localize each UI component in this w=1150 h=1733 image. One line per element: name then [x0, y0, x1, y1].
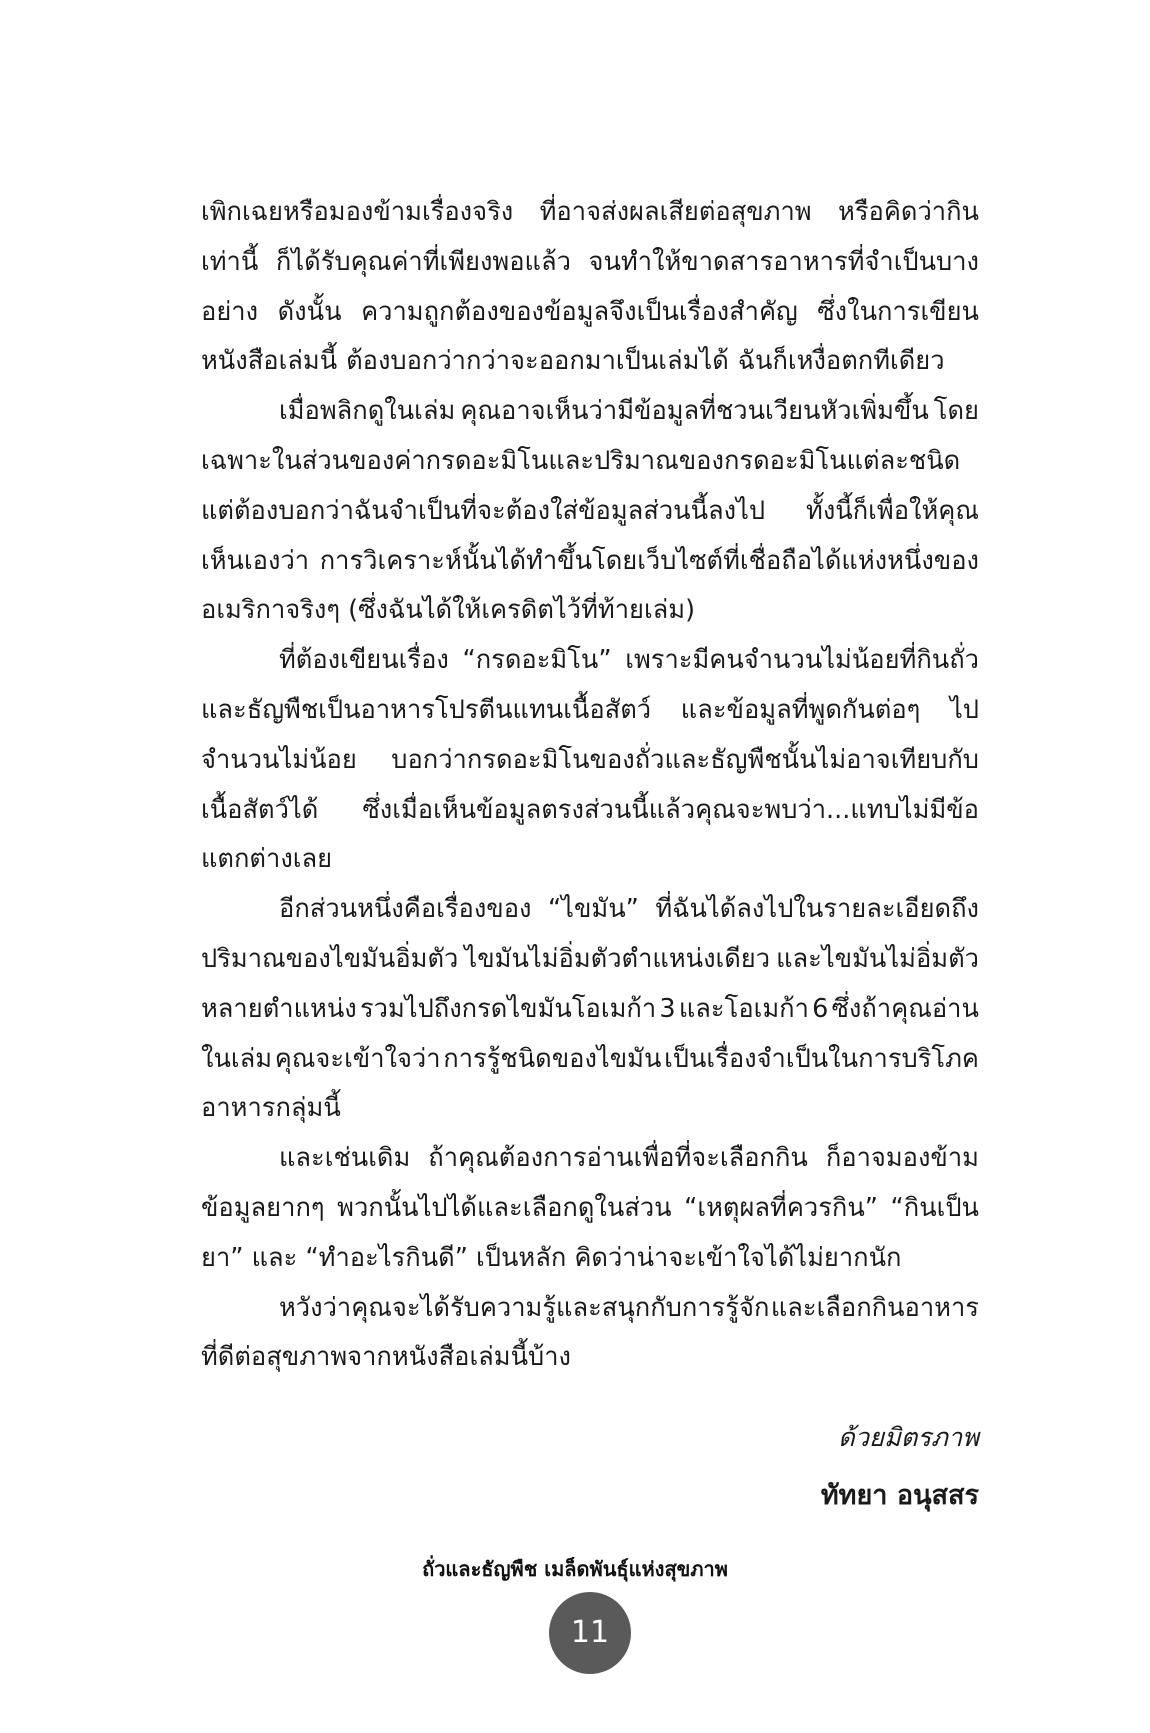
text-word: 3 [659, 993, 676, 1024]
text-line [201, 736, 979, 786]
text-line [201, 288, 979, 338]
text-word: “เหตุผลที่ควรกิน” [684, 1192, 878, 1223]
text-line [201, 636, 979, 686]
text-word: จนทำให้ขาดสารอาหารที่จำเป็นบาง [588, 246, 979, 277]
text-word: บอกว่ากรดอะมิโนของถั่วและธัญพืชนั้นไม่อาจเทียบกับ [391, 744, 979, 775]
text-word: ที่อาจส่งผลเสียต่อสุขภาพ [539, 197, 812, 227]
text-word: ยา” และ “ทำอะไรกินดี” เป็นหลัก คิดว่าน่าจะเข้าใจได้ไม่ยากนัก [201, 1242, 902, 1273]
text-word: และข้อมูลที่พูดกันต่อๆ [680, 694, 921, 725]
text-word: ทั้งนี้ก็เพื่อให้คุณ [806, 495, 979, 526]
text-line [201, 537, 979, 587]
text-line [201, 985, 979, 1035]
text-line [201, 786, 979, 836]
text-line [201, 337, 979, 387]
text-word: จำนวนไม่น้อย [201, 744, 357, 775]
text-line [201, 238, 979, 288]
text-word: อเมริกาจริงๆ (ซึ่งฉันได้ให้เครดิตไว้ที่ท้ายเล่ม) [201, 595, 696, 626]
text-word: และไขมันไม่อิ่มตัว [776, 943, 979, 974]
text-word: เพิกเฉยหรือมองข้ามเรื่องจริง [201, 197, 514, 227]
text-word: ถ้าคุณต้องการอ่านเพื่อที่จะเลือกกิน [428, 1143, 808, 1174]
text-word: ไขมันไม่อิ่มตัวตำแหน่งเดียว [464, 943, 771, 974]
closing-greeting: ด้วยมิตรภาพ [838, 1423, 979, 1453]
text-word: คุณอาจเห็นว่ามีข้อมูลที่ชวนเวียนหัวเพิ่มขึ้น [460, 396, 929, 427]
text-word: คุณจะเข้าใจว่า [274, 1043, 441, 1074]
text-word: ไป [949, 694, 979, 725]
text-word: การรู้ชนิดของไขมัน [443, 1043, 662, 1074]
text-word: ต้องบอกว่ากว่าจะออกมาเป็นเล่มได้ [346, 346, 729, 377]
text-word: ปริมาณของไขมันอิ่มตัว [201, 943, 459, 974]
text-word: ฉันก็เหงื่อตกทีเดียว [737, 346, 945, 377]
text-word: หรือคิดว่ากิน [838, 197, 979, 227]
text-word: “กินเป็น [890, 1192, 979, 1223]
text-word: และเลือกกินอาหาร [770, 1292, 979, 1323]
text-word: ในเล่ม [201, 1043, 273, 1074]
text-line [201, 1084, 979, 1134]
text-word: ความถูกต้องของข้อมูลจึงเป็นเรื่องสำคัญ [361, 296, 798, 327]
text-word: “กรดอะมิโน” [462, 645, 612, 676]
text-line [201, 1134, 979, 1184]
text-word: เป็นเรื่องจำเป็นในการบริโภค [664, 1043, 979, 1074]
text-line [201, 437, 979, 487]
text-line [201, 487, 979, 537]
text-line [201, 1035, 979, 1085]
text-word: เมื่อพลิกดูในเล่ม [279, 396, 456, 427]
paragraph [201, 636, 979, 885]
text-word: หนังสือเล่มนี้ [201, 346, 338, 377]
text-line [201, 686, 979, 736]
text-line [201, 586, 979, 636]
text-word: แตกต่างเลย [201, 844, 333, 875]
text-word: หลายตำแหน่ง [201, 993, 357, 1024]
text-word: “ไขมัน” [547, 894, 639, 925]
body-text [201, 188, 979, 1383]
paragraph [201, 188, 979, 387]
text-line [201, 387, 979, 437]
text-word: และเช่นเดิม [279, 1143, 411, 1174]
text-word: การวิเคราะห์นั้นได้ทำขึ้นโดยเว็บไซต์ที่เชื่อถือได้แห่งหนึ่งของ [319, 545, 979, 576]
text-word: ซึ่งในการเขียน [817, 296, 979, 327]
text-line [201, 885, 979, 935]
paragraph [201, 885, 979, 1134]
running-footer-title: ถั่วและธัญพืช เมล็ดพันธุ์แห่งสุขภาพ [422, 1557, 728, 1581]
author-name: ทัทยา อนุสสร [820, 1480, 979, 1511]
text-line [201, 935, 979, 985]
text-word: เท่านี้ [201, 246, 259, 277]
text-word: ที่ดีต่อสุขภาพจากหนังสือเล่มนี้บ้าง [201, 1342, 571, 1373]
text-line [201, 1333, 979, 1383]
text-word: ที่ฉันได้ลงไปในรายละเอียดถึง [655, 894, 979, 925]
text-word: เห็นเองว่า [201, 545, 310, 576]
paragraph [201, 1284, 979, 1384]
text-word: ซึ่งถ้าคุณอ่าน [831, 993, 979, 1024]
text-word: และโอเมก้า [678, 993, 809, 1024]
text-word: ซึ่งเมื่อเห็นข้อมูลตรงส่วนนี้แล้วคุณจะพบว่า...แทบไม่มีข้อ [362, 794, 979, 825]
text-word: โดย [933, 396, 979, 427]
text-word: เฉพาะในส่วนของค่ากรดอะมิโนและปริมาณของกรดอะมิโนแต่ละชนิด [201, 445, 961, 476]
text-word: ก็ได้รับคุณค่าที่เพียงพอแล้ว [275, 246, 571, 277]
paragraph [201, 1134, 979, 1283]
text-word: ที่ต้องเขียนเรื่อง [279, 645, 449, 676]
text-word: ก็อาจมองข้าม [825, 1143, 979, 1174]
paragraph [201, 387, 979, 636]
text-line [201, 835, 979, 885]
text-line [201, 1184, 979, 1234]
text-word: เนื้อสัตว์ได้ [201, 794, 319, 825]
text-word: หวังว่าคุณจะได้รับความรู้และสนุกกับการรู้จัก [279, 1292, 770, 1323]
text-word: ดังนั้น [277, 296, 342, 327]
text-word: อย่าง [201, 296, 259, 327]
text-line [201, 1234, 979, 1284]
text-word: อีกส่วนหนึ่งคือเรื่องของ [279, 894, 532, 925]
text-word: แต่ต้องบอกว่าฉันจำเป็นที่จะต้องใส่ข้อมูลส่วนนี้ลงไป [201, 495, 766, 526]
text-word: อาหารกลุ่มนี้ [201, 1093, 341, 1124]
page-number-badge: 11 [549, 1592, 631, 1674]
text-line [201, 188, 979, 238]
text-word: เพราะมีคนจำนวนไม่น้อยที่กินถั่ว [625, 645, 979, 676]
text-word: พวกนั้นไปได้และเลือกดูในส่วน [337, 1192, 672, 1223]
text-word: ข้อมูลยากๆ [201, 1192, 325, 1223]
text-word: รวมไปถึงกรดไขมันโอเมก้า [359, 993, 657, 1024]
text-line [201, 1284, 979, 1334]
text-word: และธัญพืชเป็นอาหารโปรตีนแทนเนื้อสัตว์ [201, 694, 652, 725]
text-word: 6 [812, 993, 829, 1024]
